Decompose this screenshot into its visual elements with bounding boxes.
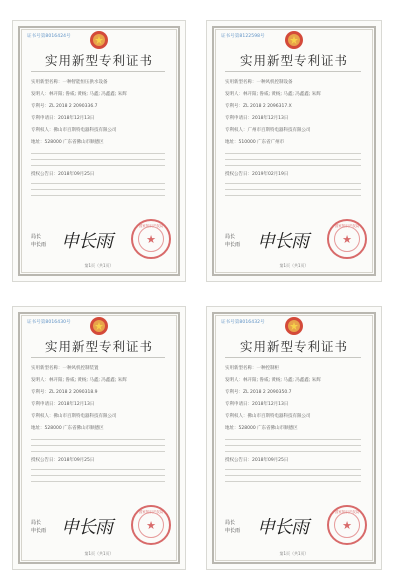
text-line — [31, 475, 165, 476]
text-line — [31, 189, 165, 190]
text-line — [31, 159, 165, 160]
field-inventor: 发明人：林开阳; 鲁威; 黄杨; 马鑫; 冯鑫鑫; 朱辉 — [31, 378, 127, 383]
national-emblem-icon — [85, 315, 113, 337]
text-line — [225, 165, 361, 166]
text-line — [225, 189, 361, 190]
divider — [31, 71, 165, 72]
national-emblem-icon — [280, 29, 308, 51]
text-line — [225, 183, 361, 184]
signature: 申长雨 — [61, 517, 112, 538]
text-line — [225, 153, 361, 154]
official-seal-icon — [131, 505, 171, 545]
certificate-footer: 第1页（共1页） — [84, 551, 114, 556]
star-icon: ★ — [146, 519, 156, 532]
field-address: 地址：510000 广东省广州市 — [225, 140, 285, 145]
divider — [31, 357, 165, 358]
field-grant-date: 授权公告日：2018年09月25日 — [31, 172, 95, 177]
star-icon: ★ — [342, 233, 352, 246]
certificate-number: 证书号第8016424号 — [27, 34, 71, 39]
certificate-title: 实用新型专利证书 — [44, 53, 153, 68]
field-grant-date: 授权公告日：2019年02月19日 — [225, 172, 289, 177]
field-date: 专利申请日：2018年12月13日 — [225, 116, 289, 121]
signature-label-name: 申长雨 — [31, 528, 47, 534]
text-line — [31, 165, 165, 166]
divider — [225, 357, 361, 358]
field-address: 地址：528000 广东省佛山市顺德区 — [225, 426, 298, 431]
certificate-title: 实用新型专利证书 — [239, 339, 348, 354]
certificate-2 — [206, 20, 382, 282]
text-line — [225, 469, 361, 470]
text-line — [31, 481, 165, 482]
signature-label-title: 局长 — [225, 234, 236, 240]
field-address: 地址：528000 广东省佛山市顺德区 — [31, 140, 104, 145]
field-grant-date: 授权公告日：2018年09月25日 — [225, 458, 289, 463]
certificate-4 — [206, 306, 382, 570]
field-name: 实用新型名称：一种风机控制设备 — [225, 80, 293, 85]
text-line — [225, 451, 361, 452]
field-owner: 专利权人：广州市百斯特电器科技有限公司 — [225, 128, 311, 133]
divider — [225, 71, 361, 72]
certificate-number: 证书号第8016432号 — [221, 320, 265, 325]
text-line — [31, 445, 165, 446]
field-owner: 专利权人：佛山市百斯特电器科技有限公司 — [31, 128, 117, 133]
certificate-number: 证书号第8122598号 — [221, 34, 265, 39]
official-seal-icon — [327, 505, 367, 545]
text-line — [225, 159, 361, 160]
signature-label — [31, 519, 46, 535]
field-owner: 专利权人：佛山市百斯特电器科技有限公司 — [225, 414, 311, 419]
text-line — [225, 439, 361, 440]
field-patent-no: 专利号：ZL 2018 2 2096317.X — [225, 104, 292, 109]
certificate-title: 实用新型专利证书 — [44, 339, 153, 354]
field-date: 专利申请日：2018年12月13日 — [225, 402, 289, 407]
field-name: 实用新型名称：一种控制柜 — [225, 366, 279, 371]
signature-label-name: 申长雨 — [225, 242, 241, 248]
signature-label — [31, 233, 46, 249]
text-line — [31, 183, 165, 184]
official-seal-icon — [131, 219, 171, 259]
text-line — [31, 195, 165, 196]
signature-label-title: 局长 — [31, 234, 42, 240]
signature-label-title: 局长 — [31, 520, 42, 526]
signature-label-name: 申长雨 — [225, 528, 241, 534]
field-patent-no: 专利号：ZL 2018 2 2090336.7 — [31, 104, 98, 109]
field-owner: 专利权人：佛山市百斯特电器科技有限公司 — [31, 414, 117, 419]
signature: 申长雨 — [257, 231, 308, 252]
field-name: 实用新型名称：一种智能恒压供水设备 — [31, 80, 108, 85]
signature: 申长雨 — [61, 231, 112, 252]
field-inventor: 发明人：林开阳; 鲁威; 黄杨; 马鑫; 冯鑫鑫; 朱辉 — [225, 92, 321, 97]
signature-label — [225, 519, 240, 535]
signature-label — [225, 233, 240, 249]
official-seal-icon — [327, 219, 367, 259]
certificate-title: 实用新型专利证书 — [239, 53, 348, 68]
field-grant-date: 授权公告日：2018年09月25日 — [31, 458, 95, 463]
field-date: 专利申请日：2018年12月13日 — [31, 402, 95, 407]
seal-text: 国家知识产权局 — [138, 224, 164, 228]
seal-text: 国家知识产权局 — [138, 510, 164, 514]
text-line — [31, 451, 165, 452]
certificate-footer: 第1页（共1页） — [279, 551, 309, 556]
field-patent-no: 专利号：ZL 2018 2 2090318.9 — [31, 390, 98, 395]
signature: 申长雨 — [257, 517, 308, 538]
text-line — [225, 195, 361, 196]
certificate-footer: 第1页（共1页） — [279, 263, 309, 268]
certificate-footer: 第1页（共1页） — [84, 263, 114, 268]
certificate-1 — [12, 20, 186, 282]
text-line — [31, 153, 165, 154]
text-line — [225, 481, 361, 482]
text-line — [31, 439, 165, 440]
field-name: 实用新型名称：一种风机控制装置 — [31, 366, 99, 371]
field-address: 地址：528000 广东省佛山市顺德区 — [31, 426, 104, 431]
certificate-3 — [12, 306, 186, 570]
signature-label-name: 申长雨 — [31, 242, 47, 248]
field-date: 专利申请日：2018年12月13日 — [31, 116, 95, 121]
star-icon: ★ — [146, 233, 156, 246]
seal-text: 国家知识产权局 — [334, 510, 360, 514]
field-patent-no: 专利号：ZL 2018 2 2090350.7 — [225, 390, 292, 395]
national-emblem-icon — [280, 315, 308, 337]
field-inventor: 发明人：林开阳; 鲁威; 黄杨; 马鑫; 冯鑫鑫; 朱辉 — [31, 92, 127, 97]
star-icon: ★ — [342, 519, 352, 532]
signature-label-title: 局长 — [225, 520, 236, 526]
certificate-number: 证书号第8016430号 — [27, 320, 71, 325]
text-line — [225, 445, 361, 446]
seal-text: 国家知识产权局 — [334, 224, 360, 228]
text-line — [31, 469, 165, 470]
field-inventor: 发明人：林开阳; 鲁威; 黄杨; 马鑫; 冯鑫鑫; 朱辉 — [225, 378, 321, 383]
national-emblem-icon — [85, 29, 113, 51]
text-line — [225, 475, 361, 476]
